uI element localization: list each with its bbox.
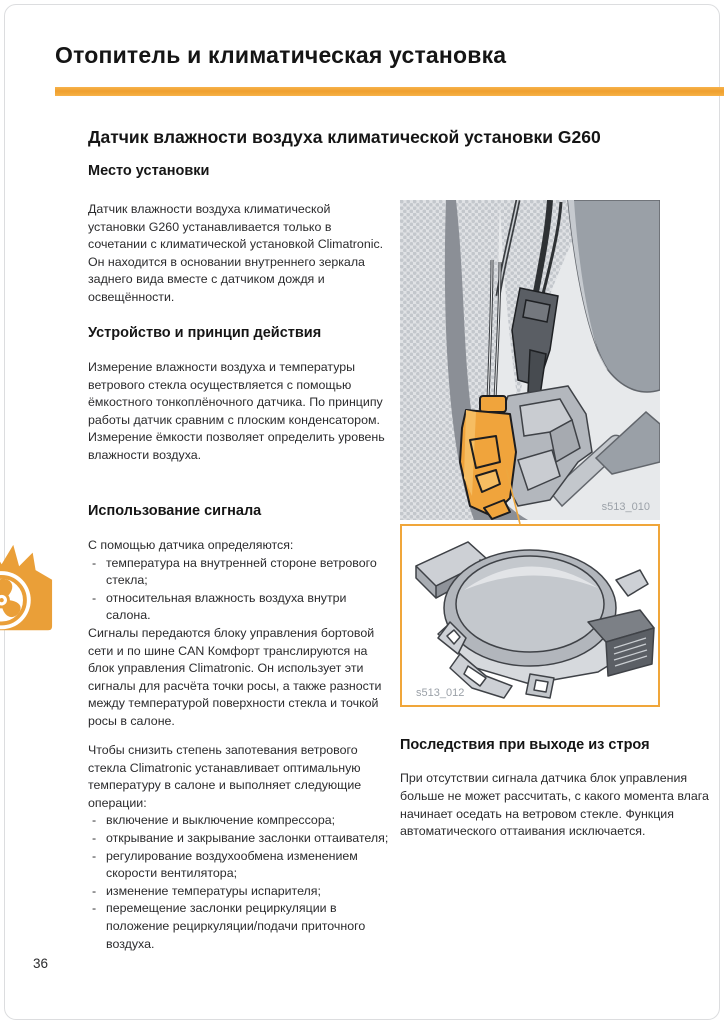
list-item: - изменение температуры испарителя; — [88, 883, 391, 901]
list-item: - относительная влажность воздуха внутри салона. — [88, 590, 391, 625]
bullet-dash: - — [92, 901, 97, 916]
bullet-dash: - — [92, 830, 97, 845]
section-heading-failure: Последствия при выходе из строя — [400, 737, 650, 753]
page-number: 36 — [33, 956, 49, 971]
section-heading-install: Место установки — [88, 163, 210, 179]
paragraph-failure: При отсутствии сигнала датчика блок управления больше не может рассчитать, с какого момента влага начинает оседать на ветровом стекле. Функция автоматического оттаивания исключается. — [400, 771, 709, 839]
paragraph-install: Датчик влажности воздуха климатической установки G260 устанавливается только в сочетании с климатической установкой Climatronic. Он находится в основании внутреннего зеркала заднего вида вместе с датчиком дождя и освещённости. — [88, 202, 384, 304]
paragraph-signal — [88, 537, 391, 731]
bullet-dash: - — [92, 555, 97, 570]
list-item: - открывание и закрывание заслонки оттаивателя; — [88, 830, 391, 848]
section-heading-signal: Использование сигнала — [88, 503, 262, 519]
figure-label: s513_010 — [601, 501, 650, 513]
signal-intro: С помощью датчика определяются: — [88, 538, 294, 552]
accent-bar — [55, 87, 724, 96]
figure-humidity-sensor-s513_012 — [400, 524, 660, 707]
fan-icon — [0, 541, 55, 631]
figure-label: s513_012 — [416, 687, 465, 699]
bullet-dash: - — [92, 848, 97, 863]
figure-mirror-base-s513_010 — [400, 200, 660, 520]
bullet-dash: - — [92, 590, 97, 605]
list-item: - температура на внутренней стороне ветрового стекла; — [88, 555, 391, 590]
section-heading-design: Устройство и принцип действия — [88, 325, 322, 341]
operations-intro: Чтобы снизить степень запотевания ветрового стекла Climatronic устанавливает оптимальную температуру в салоне и выполняет следующие операции: — [88, 743, 362, 810]
bullet-dash: - — [92, 813, 97, 828]
chapter-title: Отопитель и климатическая установка — [55, 42, 507, 68]
signal-body: Сигналы передаются блоку управления бортовой сети и по шине CAN Комфорт транслируются на блок управления Climatronic. Он использует эти сигналы для расчёта точки росы, а также разности между температурой поверхности стекла и точкой росы в салоне. — [88, 625, 382, 728]
highlighted-humidity-sensor — [460, 396, 516, 519]
list-item: - перемещение заслонки рециркуляции в положение рециркуляции/подачи приточного воздуха. — [88, 900, 391, 953]
bullet-dash: - — [92, 883, 97, 898]
list-item: - регулирование воздухообмена изменением скорости вентилятора; — [88, 848, 391, 883]
paragraph-design: Измерение влажности воздуха и температуры ветрового стекла осуществляется с помощью ёмкостного тонкоплёночного датчика. По принципу работы датчик сравним с плоским конденсатором. Измерение ёмкости позволяет определить уровень влажности воздуха. — [88, 360, 385, 462]
paragraph-operations — [88, 742, 391, 953]
article-title: Датчик влажности воздуха климатической установки G260 — [88, 127, 601, 147]
list-item: - включение и выключение компрессора; — [88, 812, 391, 830]
